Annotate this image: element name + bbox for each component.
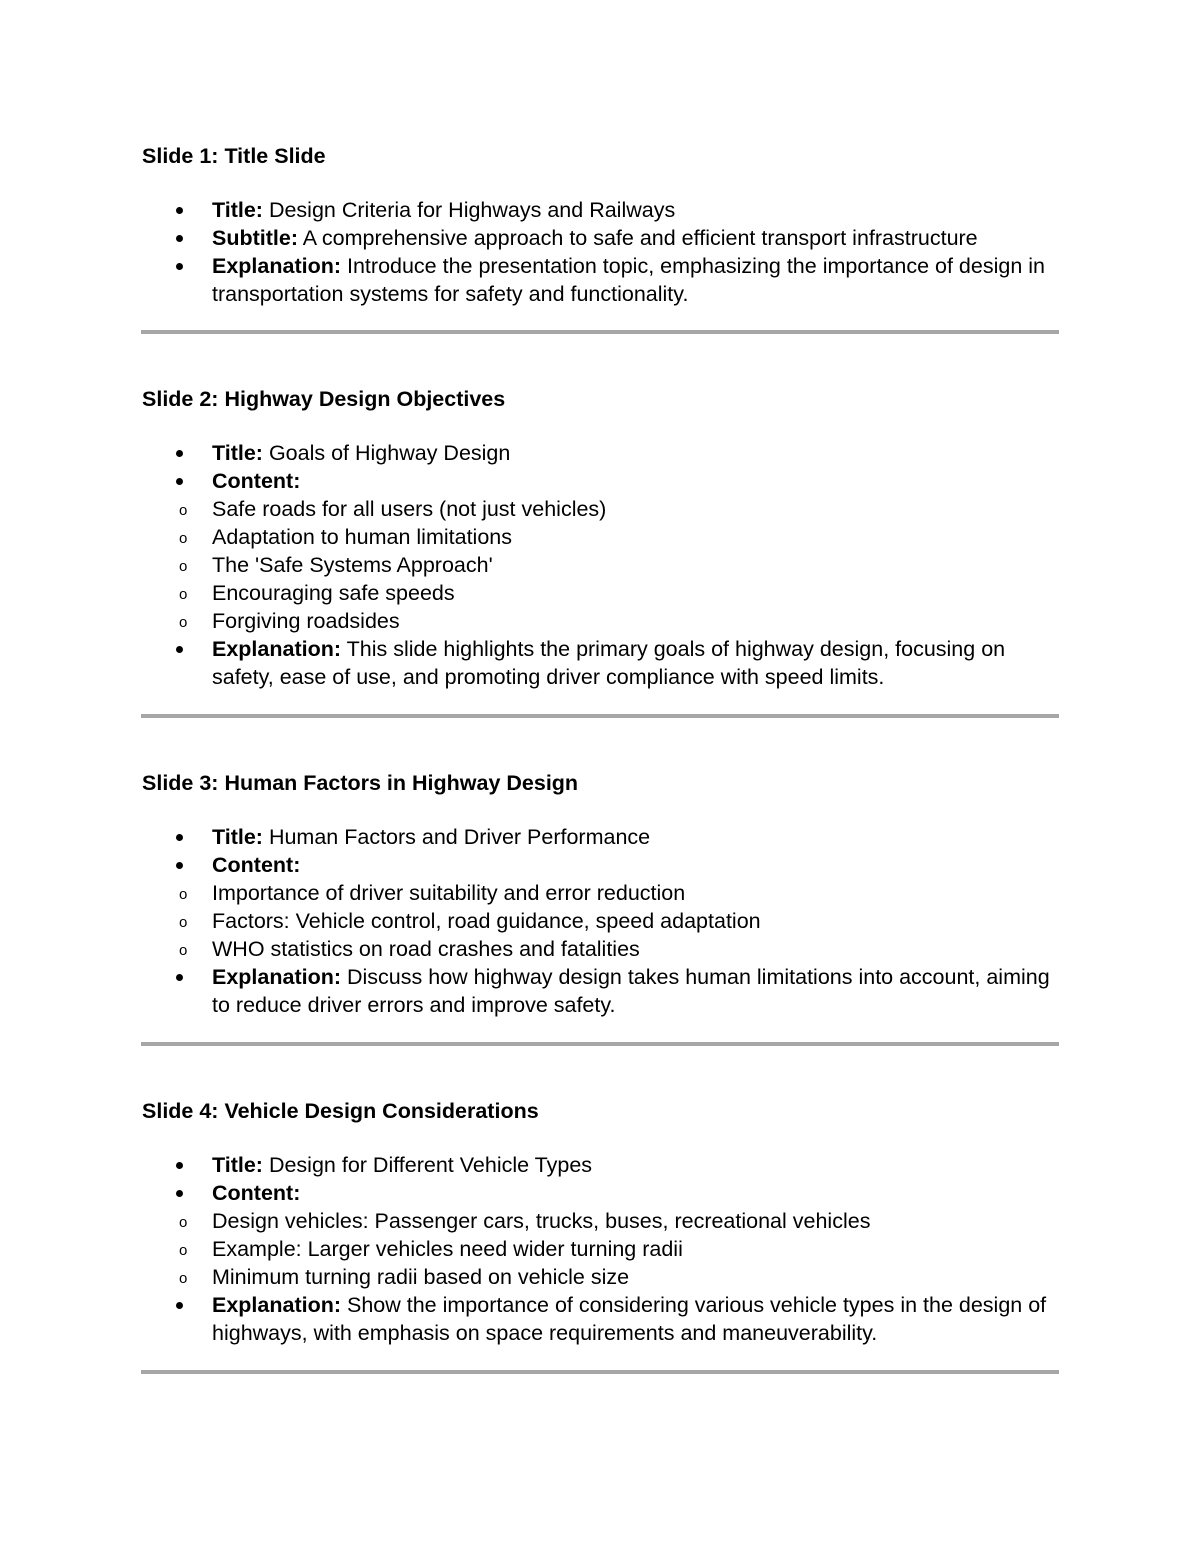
section-divider [141, 1042, 1059, 1046]
explanation-label: Explanation: [212, 637, 342, 661]
slide-4-content-item [142, 1179, 1060, 1291]
slide-1-title-item [142, 196, 1060, 224]
circle-bullet-icon: o [179, 558, 188, 575]
explanation-label: Explanation: [212, 254, 342, 278]
bullet-dot-icon [176, 646, 183, 653]
content-label: Content: [212, 1181, 301, 1205]
explanation-label: Explanation: [212, 965, 342, 989]
list-item [142, 607, 1060, 635]
bullet-dot-icon [176, 478, 183, 485]
slide-2-heading: Slide 2: Highway Design Objectives [142, 387, 506, 411]
slide-3-title-item [142, 823, 1060, 851]
title-text: Human Factors and Driver Performance [268, 825, 651, 849]
bullet-dot-icon [176, 450, 183, 457]
bullet-dot-icon [176, 834, 183, 841]
slide-3-explanation-item [142, 963, 1060, 1019]
slide-2-explanation-item [142, 635, 1060, 691]
slide-2-content-item [142, 467, 1060, 635]
title-label: Title: [212, 441, 263, 465]
content-label: Content: [212, 853, 301, 877]
slide-4-heading: Slide 4: Vehicle Design Considerations [142, 1099, 539, 1123]
slide-4-bullets [142, 1151, 1060, 1347]
list-item-text: Factors: Vehicle control, road guidance, speed adaptation [212, 909, 761, 933]
slide-3-bullets [142, 823, 1060, 1019]
bullet-dot-icon [176, 207, 183, 214]
slide-1-bullets [142, 196, 1060, 308]
list-item-text: Importance of driver suitability and error reduction [212, 881, 686, 905]
bullet-dot-icon [176, 862, 183, 869]
explanation-text: This slide highlights the primary goals of highway design, focusing on safety, ease of use, and promoting driver compliance with speed limits. [212, 637, 1006, 689]
slide-2-bullets [142, 439, 1060, 691]
list-item-text: Example: Larger vehicles need wider turning radii [212, 1237, 683, 1261]
list-item [142, 1207, 1060, 1235]
list-item-text: Encouraging safe speeds [212, 581, 455, 605]
list-item [142, 579, 1060, 607]
list-item [142, 1235, 1060, 1263]
list-item-text: The 'Safe Systems Approach' [212, 553, 493, 577]
slide-3-section [142, 769, 1060, 1019]
title-label: Title: [212, 198, 263, 222]
circle-bullet-icon: o [179, 614, 188, 631]
title-text: Design Criteria for Highways and Railways [268, 198, 676, 222]
slide-4-content-list [142, 1207, 1060, 1291]
bullet-dot-icon [176, 263, 183, 270]
slide-2-title-item [142, 439, 1060, 467]
section-divider [141, 330, 1059, 334]
section-divider [141, 1370, 1059, 1374]
list-item-text: Safe roads for all users (not just vehicles) [212, 497, 607, 521]
bullet-dot-icon [176, 1190, 183, 1197]
slide-4-section [142, 1097, 1060, 1347]
circle-bullet-icon: o [179, 586, 188, 603]
bullet-dot-icon [176, 1302, 183, 1309]
list-item [142, 1263, 1060, 1291]
list-item-text: Adaptation to human limitations [212, 525, 512, 549]
circle-bullet-icon: o [179, 1270, 188, 1287]
subtitle-text: A comprehensive approach to safe and efficient transport infrastructure [302, 226, 978, 250]
bullet-dot-icon [176, 235, 183, 242]
list-item [142, 495, 1060, 523]
list-item [142, 935, 1060, 963]
slide-1-subtitle-item [142, 224, 1060, 252]
circle-bullet-icon: o [179, 914, 188, 931]
circle-bullet-icon: o [179, 886, 188, 903]
circle-bullet-icon: o [179, 1242, 188, 1259]
list-item [142, 523, 1060, 551]
list-item-text: WHO statistics on road crashes and fatalities [212, 937, 640, 961]
slide-2-content-list [142, 495, 1060, 635]
slide-1-heading: Slide 1: Title Slide [142, 144, 326, 168]
list-item-text: Minimum turning radii based on vehicle size [212, 1265, 630, 1289]
circle-bullet-icon: o [179, 942, 188, 959]
list-item [142, 551, 1060, 579]
circle-bullet-icon: o [179, 530, 188, 547]
list-item [142, 879, 1060, 907]
circle-bullet-icon: o [179, 1214, 188, 1231]
slide-3-content-list [142, 879, 1060, 963]
subtitle-label: Subtitle: [212, 226, 298, 250]
content-label: Content: [212, 469, 301, 493]
title-label: Title: [212, 825, 263, 849]
slide-1-section [142, 142, 1060, 308]
list-item-text: Forgiving roadsides [212, 609, 400, 633]
bullet-dot-icon [176, 1162, 183, 1169]
explanation-label: Explanation: [212, 1293, 342, 1317]
section-divider [141, 714, 1059, 718]
slide-1-explanation-item [142, 252, 1060, 308]
slide-2-section [142, 385, 1060, 691]
explanation-text: Discuss how highway design takes human limitations into account, aiming to reduce driver errors and improve safety. [212, 965, 1050, 1017]
title-label: Title: [212, 1153, 263, 1177]
bullet-dot-icon [176, 974, 183, 981]
explanation-text: Show the importance of considering various vehicle types in the design of highways, with emphasis on space requirements and maneuverability. [212, 1293, 1047, 1345]
list-item [142, 907, 1060, 935]
explanation-text: Introduce the presentation topic, emphasizing the importance of design in transportation systems for safety and functionality. [212, 254, 1045, 306]
circle-bullet-icon: o [179, 502, 188, 519]
list-item-text: Design vehicles: Passenger cars, trucks, buses, recreational vehicles [212, 1209, 871, 1233]
slide-4-explanation-item [142, 1291, 1060, 1347]
title-text: Goals of Highway Design [268, 441, 511, 465]
slide-4-title-item [142, 1151, 1060, 1179]
slide-3-heading: Slide 3: Human Factors in Highway Design [142, 771, 579, 795]
title-text: Design for Different Vehicle Types [268, 1153, 593, 1177]
slide-3-content-item [142, 851, 1060, 963]
